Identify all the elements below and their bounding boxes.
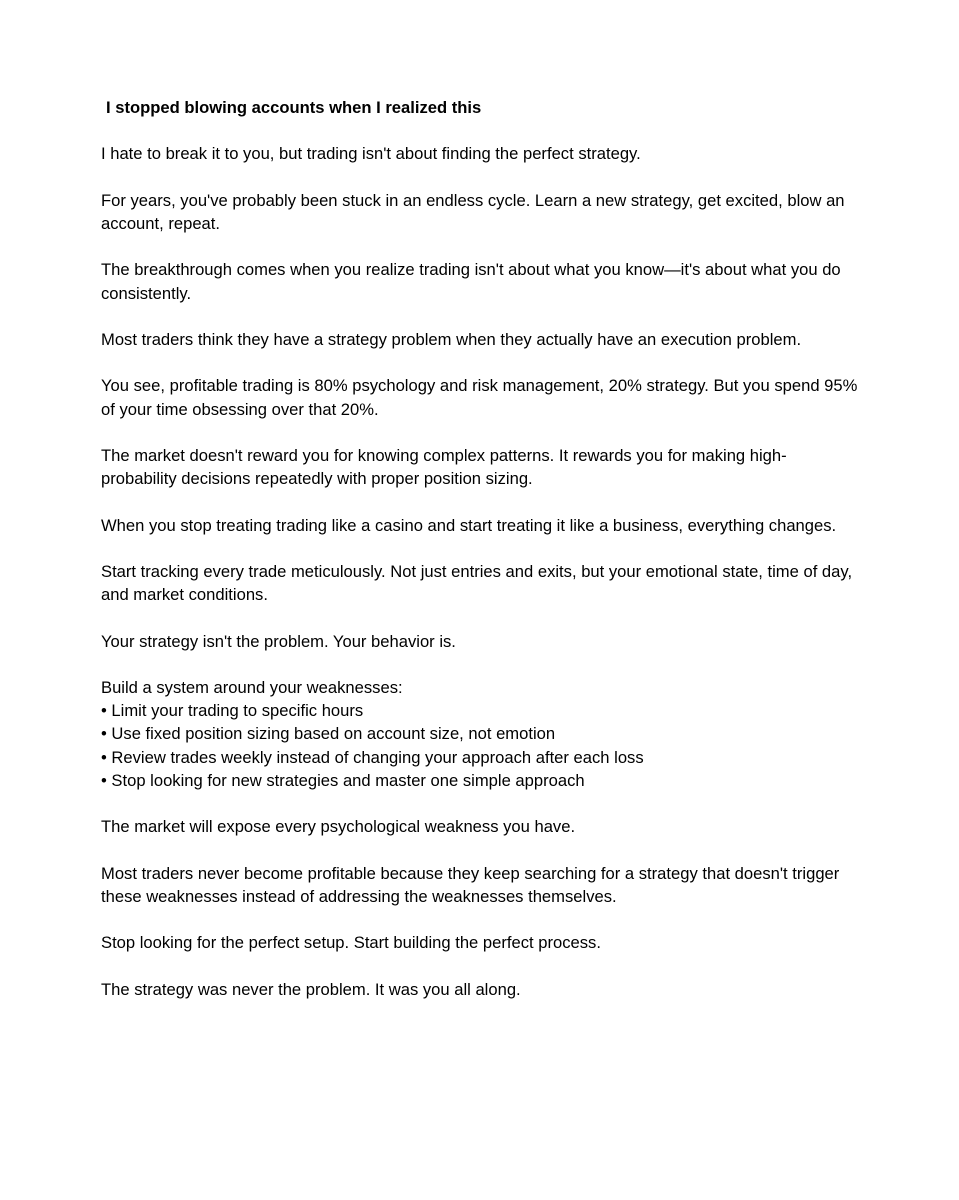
paragraph-tracking: Start tracking every trade meticulously. Not just entries and exits, but your emotional state, time of day, and market conditions. <box>101 561 853 605</box>
paragraph-never-profitable: Most traders never become profitable because they keep searching for a strategy that doesn't trigger these weaknesses instead of addressing the weaknesses themselves. <box>101 863 840 906</box>
document-title: I stopped blowing accounts when I realized this <box>106 98 482 117</box>
paragraph-psychology: You see, profitable trading is 80% psychology and risk management, 20% strategy. But you spend 95% of your time obsessing over that 20%. <box>101 376 858 419</box>
list-intro: Build a system around your weaknesses: <box>101 677 403 697</box>
paragraph-market-reward: The market doesn't reward you for knowing complex patterns. It rewards you for making high-probability decisions repeatedly with proper position sizing. <box>101 445 787 489</box>
paragraph-execution-problem: Most traders think they have a strategy problem when they actually have an execution problem. <box>101 329 802 349</box>
paragraph-cycle: For years, you've probably been stuck in an endless cycle. Learn a new strategy, get excited, blow an account, repeat. <box>101 190 845 233</box>
document-body <box>101 96 861 1024</box>
list-item: • Review trades weekly instead of changing your approach after each loss <box>101 746 861 769</box>
list-item: • Use fixed position sizing based on account size, not emotion <box>101 722 861 745</box>
paragraph-expose: The market will expose every psychological weakness you have. <box>101 817 576 837</box>
list-item: • Stop looking for new strategies and master one simple approach <box>101 769 861 792</box>
paragraph-behavior: Your strategy isn't the problem. Your behavior is. <box>101 631 456 651</box>
paragraph-business: When you stop treating trading like a casino and start treating it like a business, everything changes. <box>101 515 837 535</box>
list-item: • Limit your trading to specific hours <box>101 699 861 722</box>
paragraph-intro: I hate to break it to you, but trading isn't about finding the perfect strategy. <box>101 144 641 164</box>
paragraph-conclusion: The strategy was never the problem. It was you all along. <box>101 979 521 999</box>
paragraph-breakthrough: The breakthrough comes when you realize trading isn't about what you know—it's about what you do consistently. <box>101 260 841 303</box>
paragraph-process: Stop looking for the perfect setup. Start building the perfect process. <box>101 933 601 953</box>
weakness-list <box>101 699 861 792</box>
